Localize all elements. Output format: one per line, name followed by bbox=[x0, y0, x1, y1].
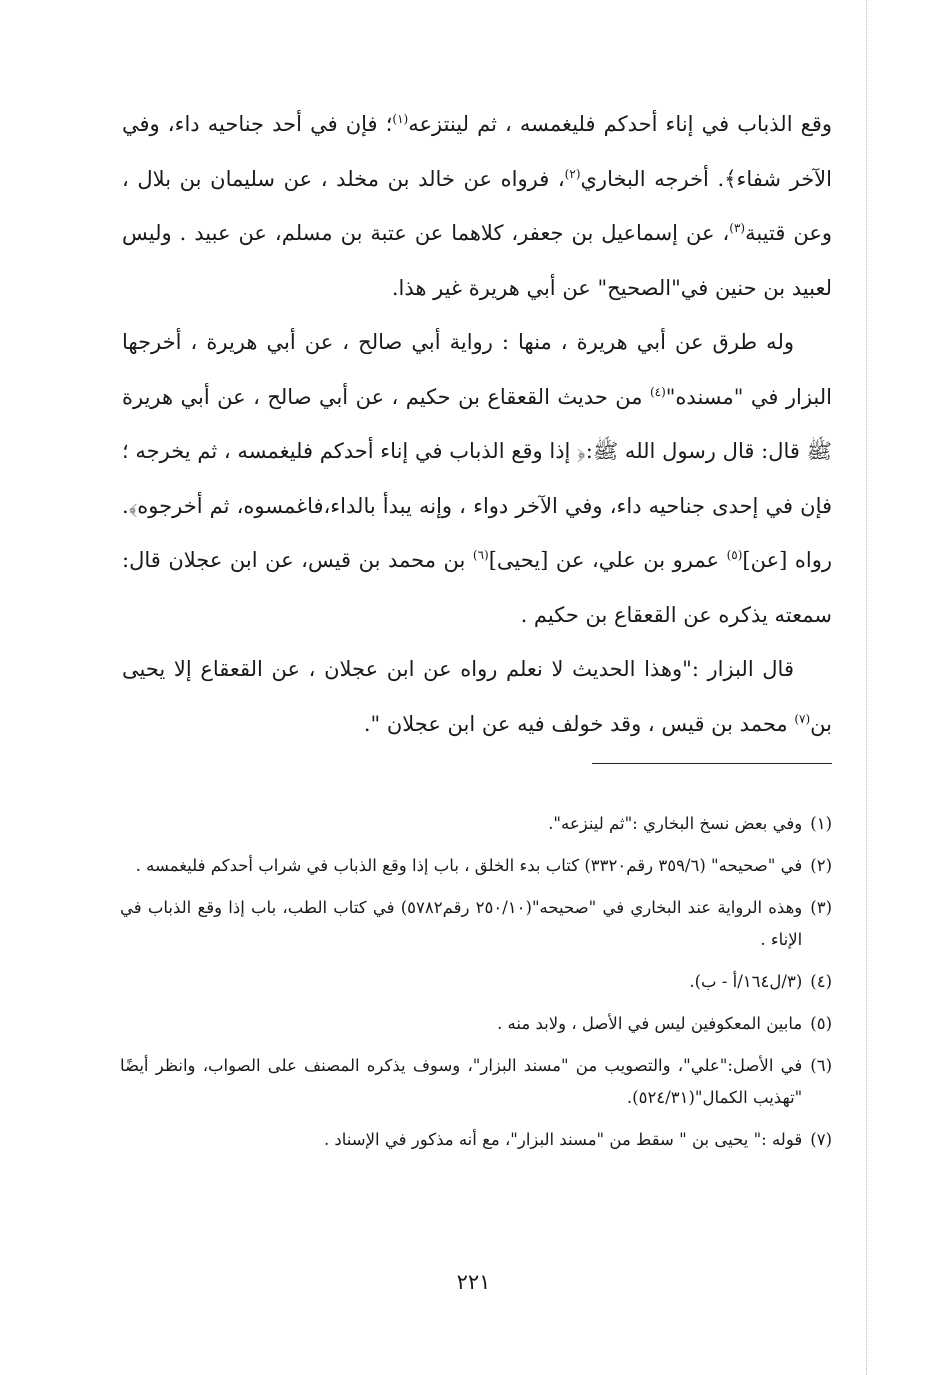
footnote-number: (٧) bbox=[810, 1130, 832, 1149]
footnote-text: في الأصل:"علي"، والتصويب من "مسند البزار"، وسوف يذكره المصنف على الصواب، وانظر أيضًا "تهذيب الكمال"(٥٢٤/٣١). bbox=[120, 1056, 803, 1107]
paragraph-1-text-d: ، عن إسماعيل بن جعفر، كلاهما عن عتبة بن مسلم، عن عبيد . وليس لعبيد بن حنين في"الصحيح" عن أبي هريرة غير هذا. bbox=[122, 221, 832, 300]
footnote-6 bbox=[120, 1050, 832, 1114]
paragraph-1-text-a: وقع الذباب في إناء أحدكم فليغمسه ، ثم لينتزعه bbox=[408, 112, 832, 136]
footnote-text: قوله :" يحيى بن " سقط من "مسند البزار"، مع أنه مذكور في الإسناد . bbox=[323, 1130, 803, 1149]
footnote-ref-1[interactable]: (١) bbox=[392, 112, 409, 126]
footnote-ref-7[interactable]: (٧) bbox=[794, 711, 811, 726]
paragraph-1-text-b: ؛ فإن في أحد جناحيه داء، وفي الآخر شفاء﴾. أخرجه البخاري bbox=[122, 112, 832, 191]
main-text-body bbox=[122, 97, 832, 751]
footnote-text: في "صحيحه" (٣٥٩/٦ رقم٣٣٢٠) كتاب بدء الخلق ، باب إذا وقع الذباب في شراب أحدكم فليغمسه . bbox=[135, 856, 803, 875]
footnote-number: (٣) bbox=[810, 898, 832, 917]
paragraph-3 bbox=[122, 642, 832, 751]
footnote-2 bbox=[120, 850, 832, 882]
paragraph-2-text-c: عمرو بن علي، عن [يحيى] bbox=[488, 548, 727, 572]
paragraph-2-text-b: من حديث القعقاع بن حكيم ، عن أبي صالح ، عن أبي هريرة ﷺ قال: قال رسول الله ﷺ:﴿ إذا وقع الذباب في إناء أحدكم فليغمسه ، ثم يخرجه ؛ فإن في إحدى جناحيه داء، وفي الآخر دواء ، وإنه يبدأ بالداء،فاغمسوه، ثم أخرجوه﴾. رواه [عن] bbox=[122, 384, 832, 572]
footnote-number: (٦) bbox=[810, 1056, 832, 1075]
paragraph-2-text-a: وله طرق عن أبي هريرة ، منها : رواية أبي صالح ، عن أبي هريرة ، أخرجها البزار في "مسنده" bbox=[122, 330, 832, 409]
footnote-3 bbox=[120, 892, 832, 956]
footnote-divider bbox=[592, 763, 832, 764]
footnote-number: (٢) bbox=[810, 856, 832, 875]
footnote-text: مابين المعكوفين ليس في الأصل ، ولابد منه . bbox=[497, 1014, 803, 1033]
paragraph-1-text-c: ، فرواه عن خالد بن مخلد ، عن سليمان بن بلال ، وعن قتيبة bbox=[122, 166, 833, 245]
paragraph-3-text-a: قال البزار :"وهذا الحديث لا نعلم رواه عن ابن عجلان ، عن القعقاع إلا يحيى بن bbox=[122, 657, 832, 736]
footnote-text: (٣/ل١٦٤/أ - ب). bbox=[689, 972, 803, 991]
paragraph-2-text-d: بن محمد بن قيس، عن ابن عجلان قال: سمعته يذكره عن القعقاع بن حكيم . bbox=[122, 548, 832, 627]
footnote-number: (٤) bbox=[810, 972, 832, 991]
footnote-4 bbox=[120, 966, 832, 998]
footnote-ref-4[interactable]: (٤) bbox=[649, 384, 666, 399]
paragraph-2 bbox=[122, 315, 832, 642]
footnote-ref-6[interactable]: (٦) bbox=[472, 548, 489, 562]
footnote-text: وفي بعض نسخ البخاري :"ثم لينزعه". bbox=[548, 814, 803, 833]
paragraph-1 bbox=[122, 97, 832, 315]
footnote-ref-2[interactable]: (٢) bbox=[564, 166, 581, 181]
footnote-number: (٥) bbox=[810, 1014, 832, 1033]
footnote-number: (١) bbox=[810, 814, 832, 833]
page-edge-dotted-line bbox=[866, 0, 867, 1375]
footnote-1 bbox=[120, 808, 832, 840]
footnote-text: وهذه الرواية عند البخاري في "صحيحه"(٢٥٠/١٠ رقم٥٧٨٢) في كتاب الطب، باب إذا وقع الذباب في الإناء . bbox=[120, 898, 803, 949]
footnote-ref-3[interactable]: (٣) bbox=[729, 221, 746, 235]
footnotes-section bbox=[120, 808, 832, 1166]
paragraph-3-text-b: محمد بن قيس ، وقد خولف فيه عن ابن عجلان ". bbox=[363, 711, 795, 736]
footnote-5 bbox=[120, 1008, 832, 1040]
footnote-ref-5[interactable]: (٥) bbox=[726, 548, 743, 562]
footnote-7 bbox=[120, 1124, 832, 1156]
page-number: ٢٢١ bbox=[456, 1270, 491, 1294]
